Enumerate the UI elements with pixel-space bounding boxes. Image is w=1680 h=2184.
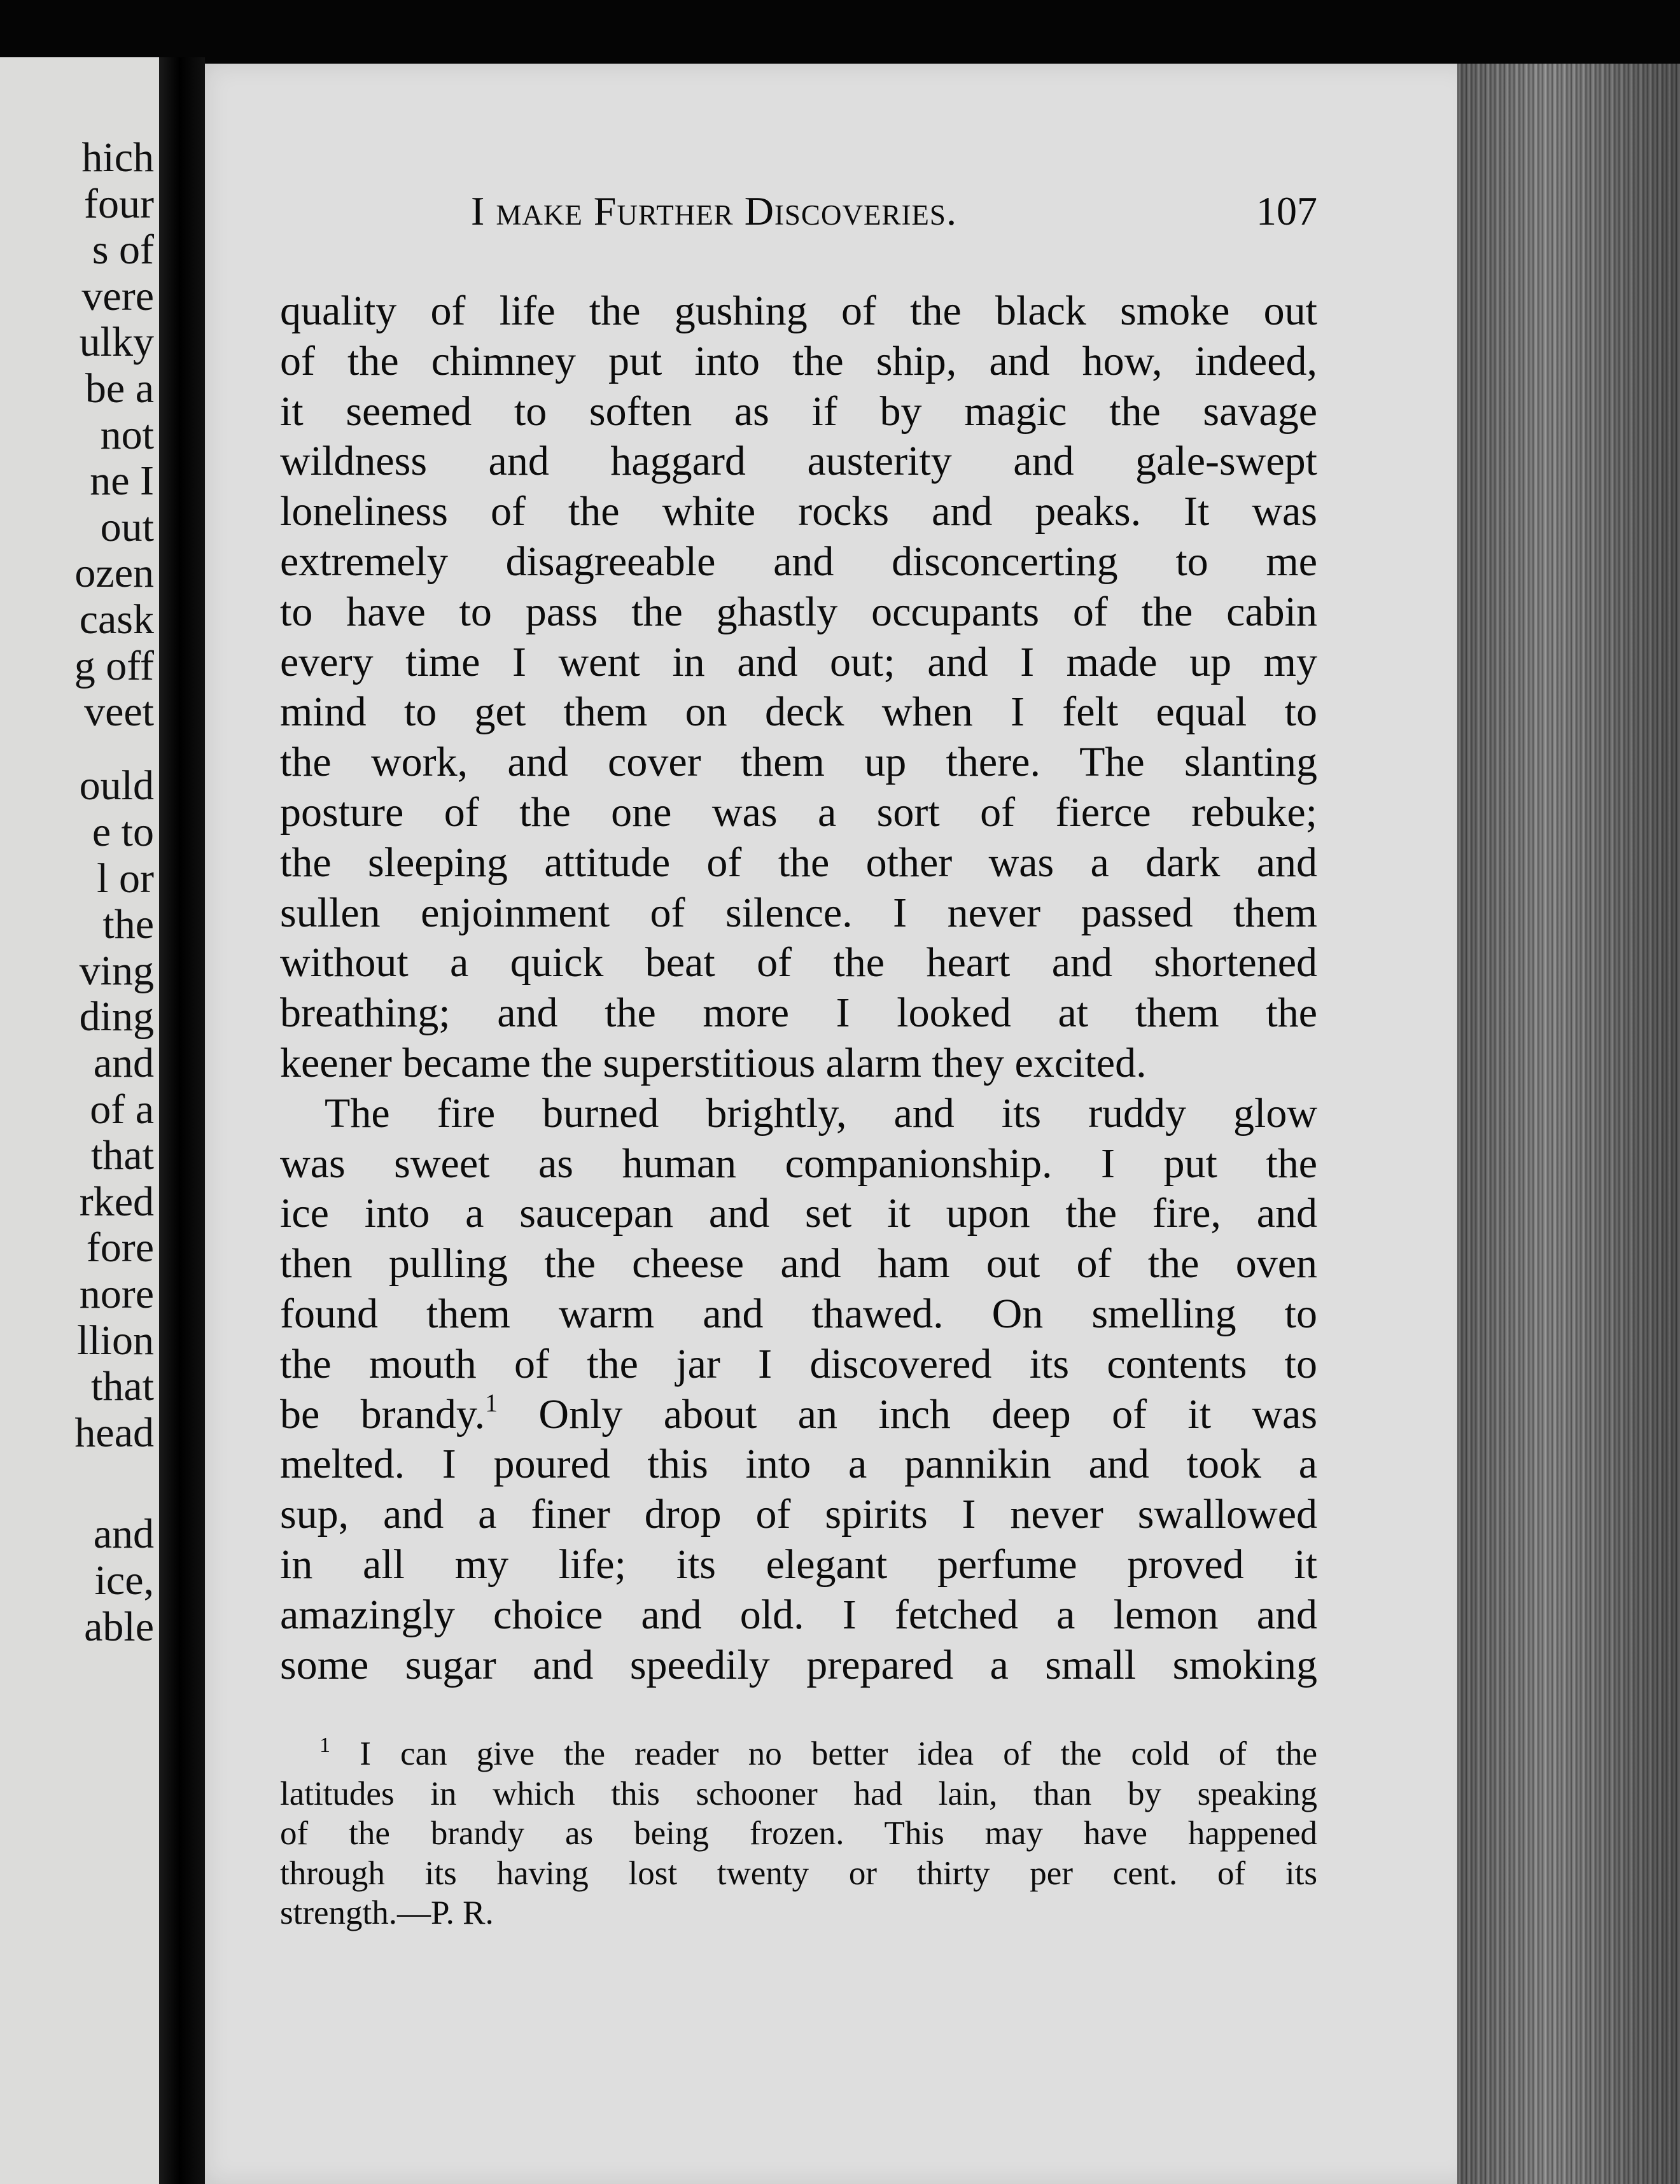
body-line: loneliness of the white rocks and peaks. It was [280, 488, 1317, 535]
body-text [280, 286, 1317, 1690]
body-line: wildness and haggard austerity and gale-swept [280, 438, 1317, 485]
body-line: The fire burned brightly, and its ruddy glow [325, 1089, 1317, 1137]
left-page-line: ice, [94, 1557, 154, 1604]
body-line: quality of life the gushing of the black smoke out [280, 288, 1317, 334]
left-page-line: be a [85, 365, 154, 412]
left-page-line: ding [79, 993, 154, 1040]
left-page-line: ulky [79, 319, 154, 366]
footnote-line [280, 1734, 1317, 1774]
body-line-text: be brandy. [280, 1390, 486, 1438]
left-page-line: ozen [74, 550, 154, 597]
left-page-line: not [100, 411, 154, 458]
book-gutter [159, 57, 205, 2184]
body-line [280, 1390, 1317, 1440]
left-page-line: veet [84, 689, 154, 736]
left-page-line: cask [79, 596, 154, 643]
body-line: mind to get them on deck when I felt equal to [280, 689, 1317, 736]
left-page-line: l or [97, 855, 154, 902]
footnote-line: strength.—P. R. [280, 1894, 494, 1931]
left-page-line: e to [92, 808, 154, 855]
body-line: of the chimney put into the ship, and how, indeed, [280, 337, 1317, 384]
page-number: 107 [1256, 188, 1317, 234]
body-line: in all my life; its elegant perfume proved it [280, 1541, 1317, 1588]
left-page-line: that [91, 1132, 154, 1179]
footnote [280, 1734, 1317, 1933]
body-line: extremely disagreeable and disconcerting to me [280, 538, 1317, 585]
body-line: then pulling the cheese and ham out of the oven [280, 1240, 1317, 1287]
body-line: without a quick beat of the heart and shortened [280, 939, 1317, 986]
footnote-text: I can give the reader no better idea of the cold of the [360, 1735, 1317, 1772]
left-page-line: and [93, 1039, 154, 1086]
body-line: the sleeping attitude of the other was a dark and [280, 839, 1317, 886]
footnote-reference: 1 [485, 1388, 498, 1417]
body-line: every time I went in and out; and I made up my [280, 638, 1317, 685]
left-page-line: able [84, 1603, 154, 1650]
left-page-line: ne I [90, 458, 154, 505]
left-page-line: ving [79, 947, 154, 994]
left-page-line: of a [90, 1086, 154, 1133]
body-line: posture of the one was a sort of fierce rebuke; [280, 788, 1317, 836]
body-line: the mouth of the jar I discovered its contents to [280, 1340, 1317, 1387]
body-line: some sugar and speedily prepared a small smoking [280, 1641, 1317, 1688]
body-line: the work, and cover them up there. The slanting [280, 739, 1317, 786]
page-edges [1457, 64, 1680, 2184]
left-page-line: llion [76, 1317, 154, 1364]
left-page-line: and [93, 1511, 154, 1558]
body-line: breathing; and the more I looked at them the [280, 990, 1317, 1037]
footnote-line: of the brandy as being frozen. This may have happened [280, 1815, 1317, 1852]
footnote-line: through its having lost twenty or thirty per cent. of its [280, 1854, 1317, 1892]
body-line: ice into a saucepan and set it upon the fire, and [280, 1190, 1317, 1237]
body-line: sup, and a finer drop of spirits I never swallowed [280, 1491, 1317, 1538]
left-page-line: hich [81, 134, 154, 181]
body-line: keener became the superstitious alarm they excited. [280, 1039, 1147, 1086]
footnote-marker: 1 [319, 1733, 330, 1757]
left-page-line: the [102, 901, 154, 948]
body-line: found them warm and thawed. On smelling to [280, 1290, 1317, 1337]
left-page-line: s of [92, 227, 154, 274]
left-page-line: ould [79, 762, 154, 809]
body-line-text: Only about an inch deep of it was [498, 1390, 1318, 1438]
footnote-line: latitudes in which this schooner had lain, than by speaking [280, 1775, 1317, 1812]
body-line: melted. I poured this into a pannikin and took a [280, 1441, 1317, 1488]
left-page-line: rked [79, 1178, 154, 1225]
left-page-line: head [74, 1409, 154, 1456]
body-line: it seemed to soften as if by magic the savage [280, 388, 1317, 435]
left-page-line: fore [86, 1224, 154, 1271]
left-page-fragment [0, 57, 159, 2184]
left-page-line: nore [79, 1270, 154, 1317]
chapter-title: I make Further Discoveries. [471, 188, 957, 234]
left-page-line: g off [74, 642, 154, 689]
left-page-line: out [100, 503, 154, 550]
body-line: sullen enjoinment of silence. I never passed them [280, 889, 1317, 936]
body-line: amazingly choice and old. I fetched a lemon and [280, 1591, 1317, 1638]
left-page-line: vere [81, 272, 154, 319]
body-line: was sweet as human companionship. I put the [280, 1140, 1317, 1187]
left-page-line: that [91, 1363, 154, 1410]
body-line: to have to pass the ghastly occupants of the cabin [280, 588, 1317, 635]
left-page-line: four [84, 180, 154, 227]
running-head [471, 188, 1317, 245]
